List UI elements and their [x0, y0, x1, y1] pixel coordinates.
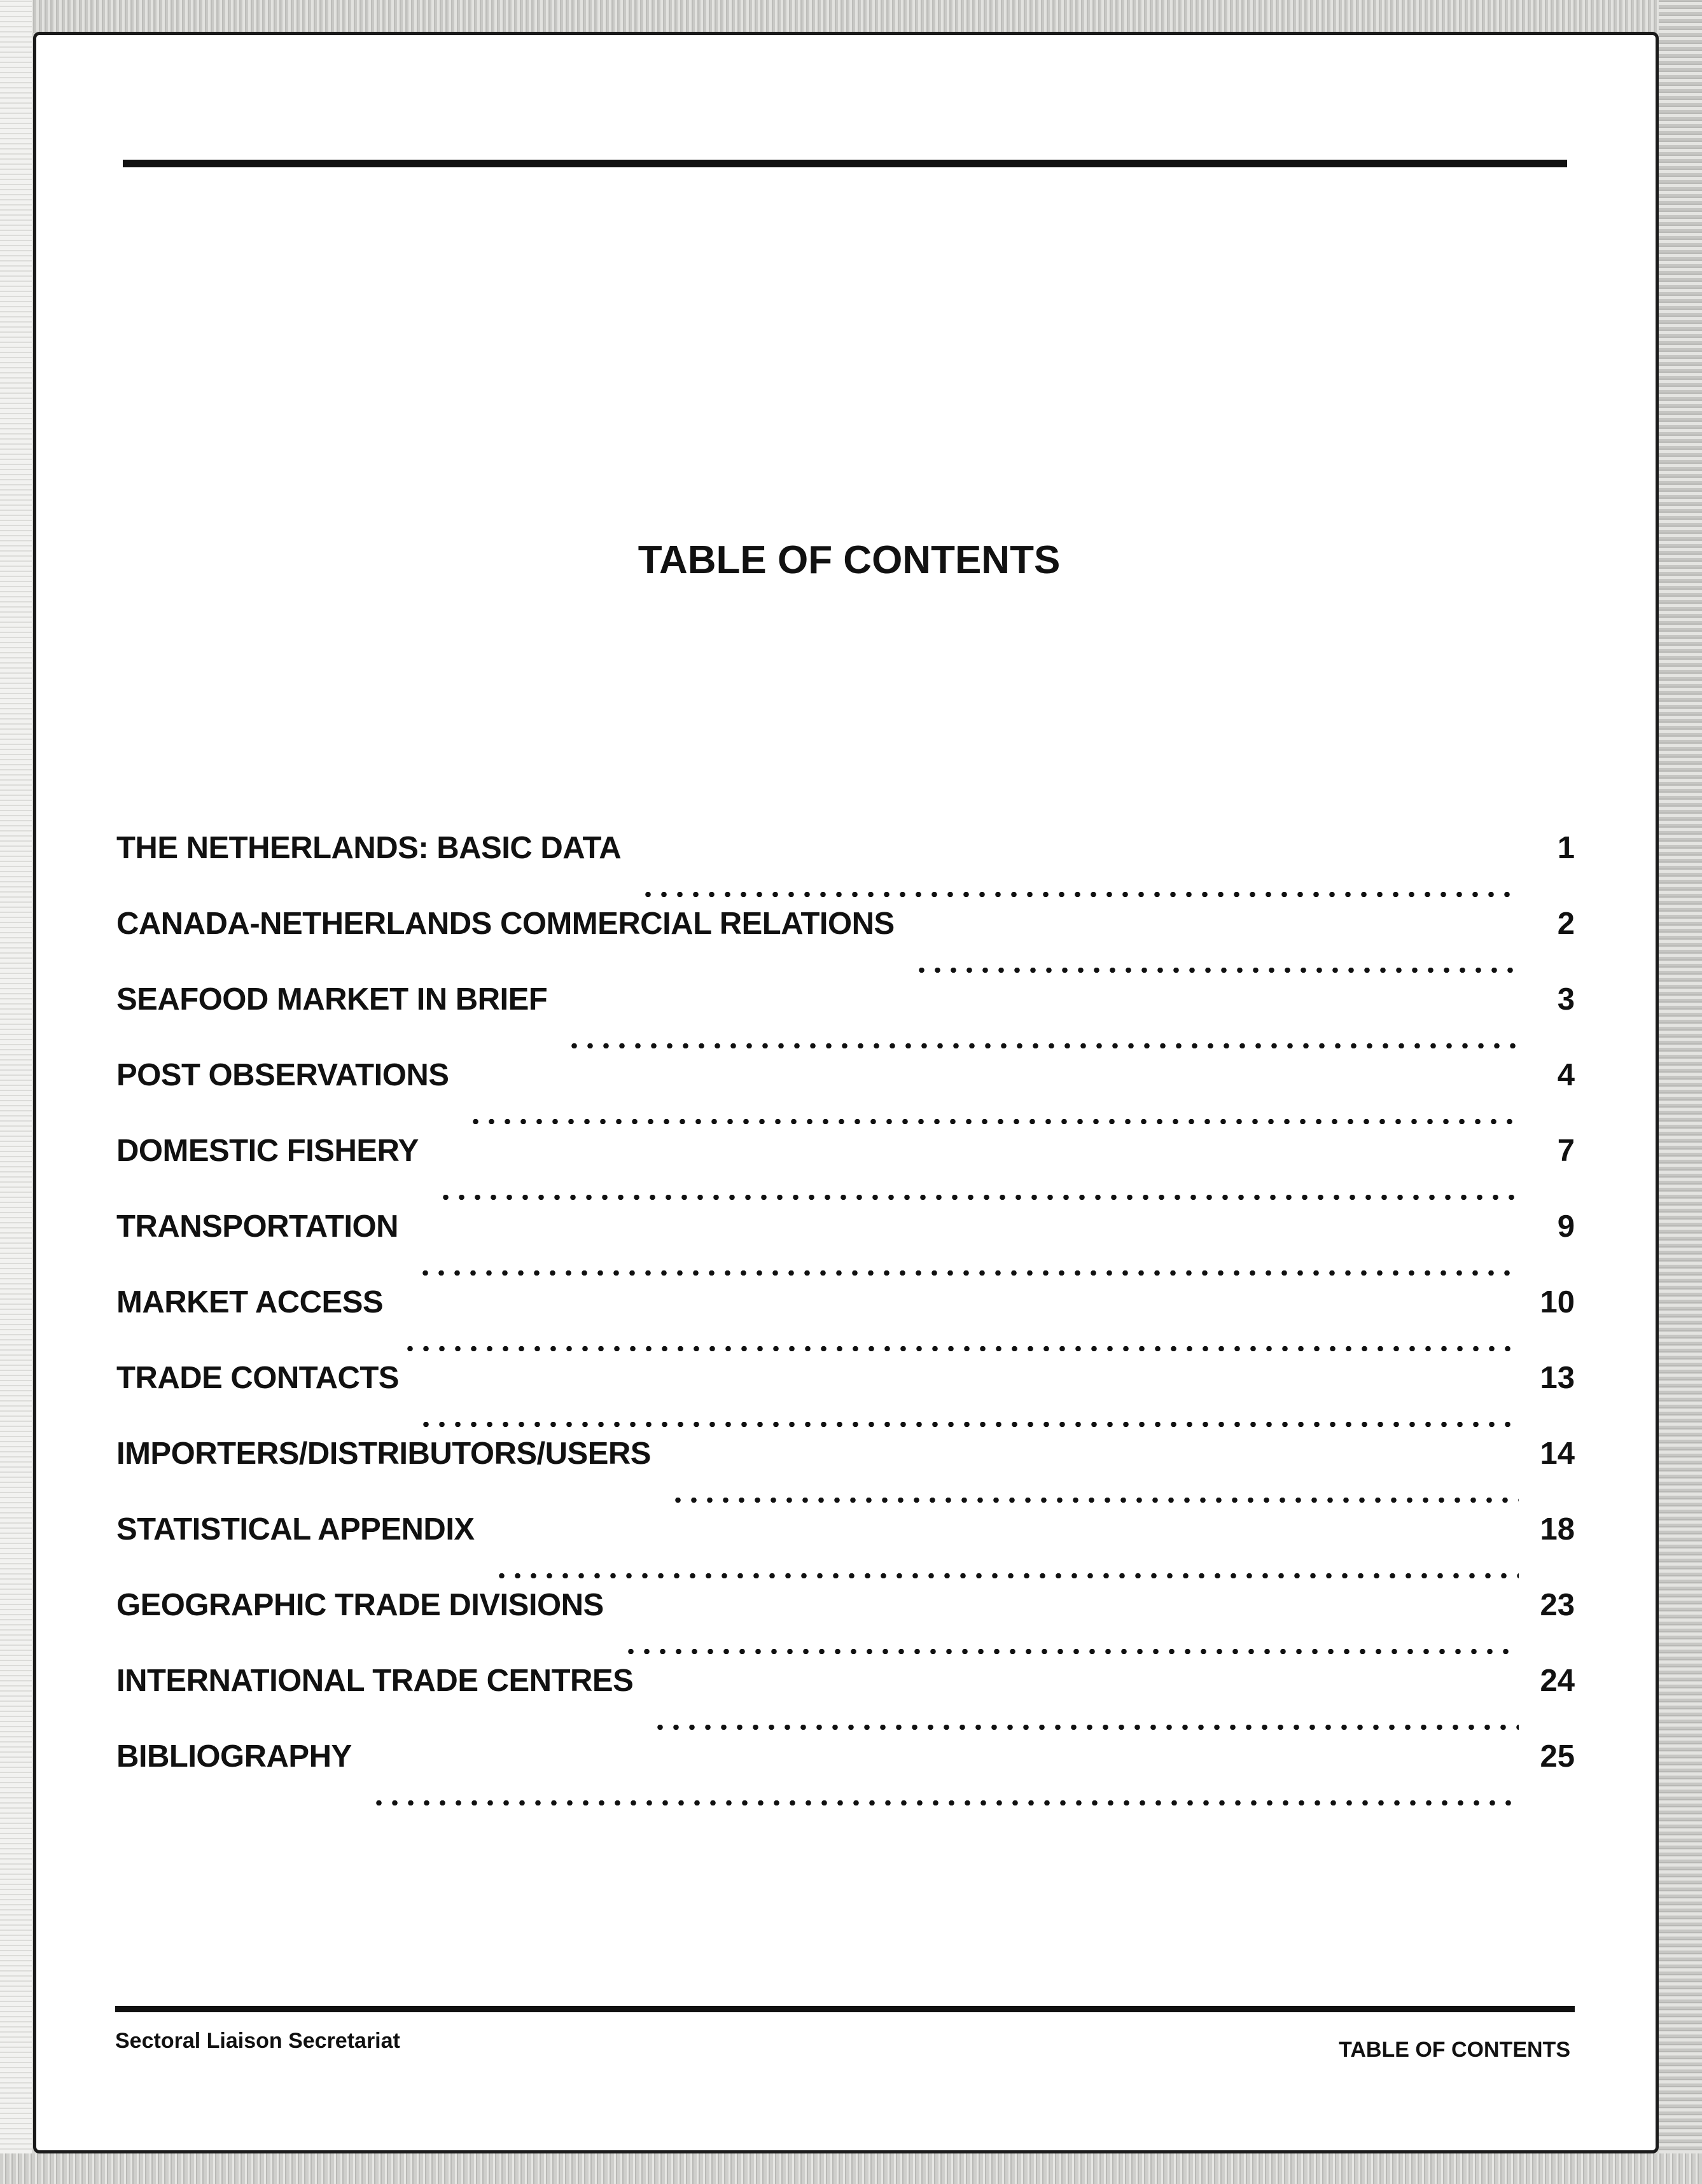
- toc-entry-label: GEOGRAPHIC TRADE DIVISIONS: [116, 1588, 604, 1622]
- scan-edge-left: [0, 0, 32, 2184]
- toc-entry: [116, 1057, 1575, 1133]
- toc-entry: [116, 1663, 1575, 1739]
- toc-entry: [116, 1284, 1575, 1360]
- dot-leader: [418, 1422, 1519, 1427]
- toc-entry-page: 18: [1540, 1512, 1575, 1547]
- toc-entry: [116, 906, 1575, 982]
- toc-entry-label: IMPORTERS/DISTRIBUTORS/USERS: [116, 1436, 651, 1471]
- toc-entry-page: 4: [1557, 1058, 1575, 1092]
- toc-entry-page: 2: [1557, 907, 1575, 941]
- toc-entry-label: TRADE CONTACTS: [116, 1361, 399, 1395]
- toc-entry-label: INTERNATIONAL TRADE CENTRES: [116, 1664, 634, 1698]
- dot-leader: [402, 1346, 1519, 1351]
- dot-leader: [914, 968, 1519, 973]
- toc-entry-label: BIBLIOGRAPHY: [116, 1739, 352, 1774]
- header-rule: [123, 160, 1567, 167]
- toc-entry-page: 24: [1540, 1664, 1575, 1698]
- toc-entry-label: MARKET ACCESS: [116, 1285, 384, 1319]
- dot-leader: [566, 1043, 1519, 1048]
- toc-entry-page: 25: [1540, 1739, 1575, 1774]
- dot-leader: [623, 1649, 1519, 1654]
- toc-entry: [116, 1512, 1575, 1587]
- toc-entry-page: 3: [1557, 982, 1575, 1017]
- footer-section-title: TABLE OF CONTENTS: [1339, 2038, 1570, 2062]
- toc-entry-page: 7: [1557, 1134, 1575, 1168]
- toc-entry-label: POST OBSERVATIONS: [116, 1058, 449, 1092]
- toc-entry-page: 9: [1557, 1209, 1575, 1244]
- toc-entry: [116, 982, 1575, 1057]
- dot-leader: [670, 1498, 1519, 1503]
- toc-entry-label: STATISTICAL APPENDIX: [116, 1512, 475, 1547]
- toc-entry-page: 23: [1540, 1588, 1575, 1622]
- footer-organization: Sectoral Liaison Secretariat: [115, 2029, 400, 2053]
- dot-leader: [468, 1119, 1519, 1124]
- toc-entry-label: SEAFOOD MARKET IN BRIEF: [116, 982, 548, 1017]
- scan-edge-bottom: [0, 2153, 1702, 2184]
- toc-entry-page: 13: [1540, 1361, 1575, 1395]
- footer-rule: [115, 2006, 1575, 2012]
- toc-entry-page: 10: [1540, 1285, 1575, 1319]
- toc-entry: [116, 1587, 1575, 1663]
- toc-entry: [116, 830, 1575, 906]
- toc-entry: [116, 1360, 1575, 1436]
- toc-entry-page: 14: [1540, 1436, 1575, 1471]
- toc-entry-label: DOMESTIC FISHERY: [116, 1134, 419, 1168]
- toc-entry: [116, 1133, 1575, 1209]
- dot-leader: [494, 1573, 1519, 1578]
- dot-leader: [417, 1270, 1519, 1276]
- toc-entry: [116, 1739, 1575, 1814]
- dot-leader: [438, 1195, 1519, 1200]
- toc-entry: [116, 1436, 1575, 1512]
- dot-leader: [652, 1725, 1519, 1730]
- scan-edge-top: [0, 0, 1702, 33]
- dot-leader: [371, 1800, 1519, 1805]
- page-title: TABLE OF CONTENTS: [638, 538, 1061, 582]
- toc-entry-page: 1: [1557, 831, 1575, 865]
- document-page: [33, 32, 1659, 2153]
- scan-edge-right: [1659, 0, 1702, 2184]
- toc-entry-label: CANADA-NETHERLANDS COMMERCIAL RELATIONS: [116, 907, 895, 941]
- dot-leader: [640, 892, 1519, 897]
- toc-entry: [116, 1209, 1575, 1284]
- toc-entry-label: THE NETHERLANDS: BASIC DATA: [116, 831, 622, 865]
- table-of-contents: [116, 830, 1575, 1814]
- toc-entry-label: TRANSPORTATION: [116, 1209, 399, 1244]
